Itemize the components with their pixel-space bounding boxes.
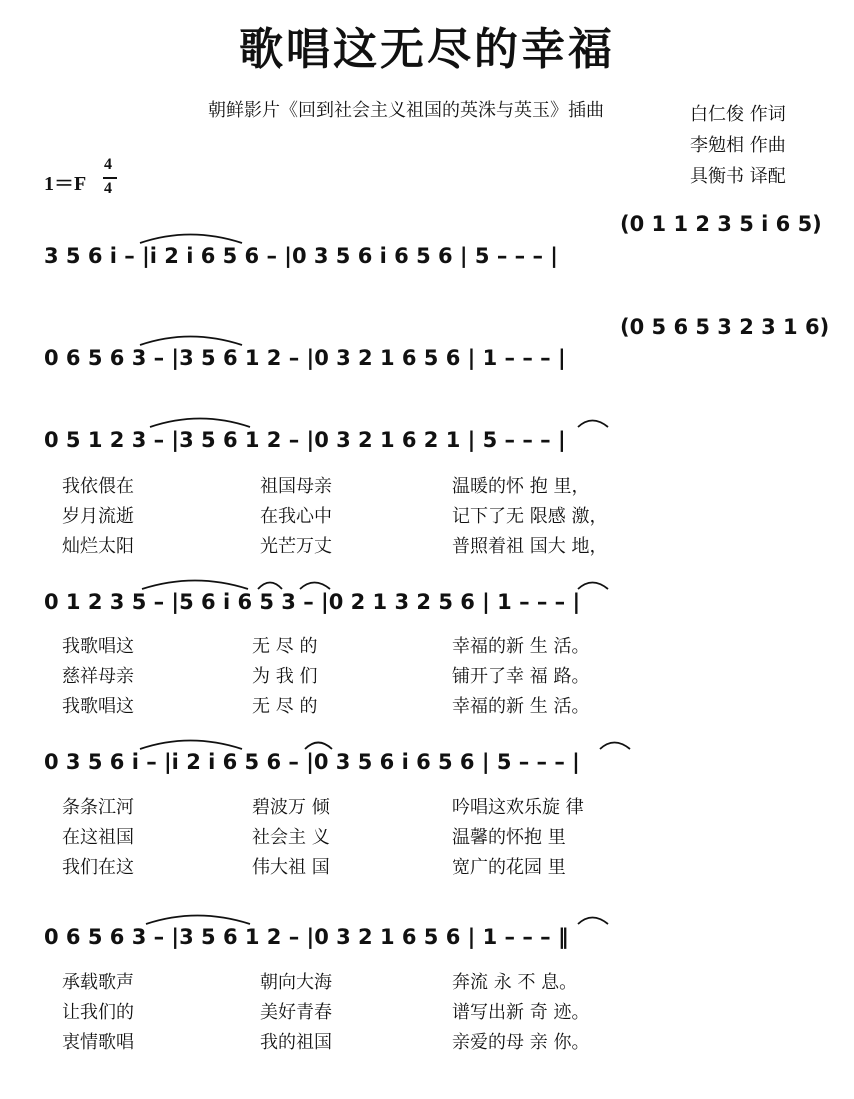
s6-v3-m2: 我的祖国: [260, 1032, 332, 1053]
s3-v2-m3: 记下了无 限感 激，: [452, 506, 608, 527]
composer-credit: 李勉相 作曲: [690, 135, 786, 156]
slur-s4c: [578, 583, 608, 590]
s4-v3-m3: 幸福的新 生 活。: [452, 696, 590, 717]
s3-v1-m3: 温暖的怀 抱 里，: [452, 476, 590, 497]
s4-v1-m2: 无 尽 的: [252, 636, 318, 657]
s3-v3-m1: 灿烂太阳: [62, 536, 134, 557]
s3-v3-m2: 光芒万丈: [260, 536, 332, 557]
song-subtitle: 朝鲜影片《回到社会主义祖国的英洙与英玉》插曲: [208, 100, 604, 121]
system-4-melody: 0 1 2 3 5 – |5 6 i 6 5 3 – |0 2 1 3 2 5 6 | 1 – – – |: [44, 590, 581, 614]
s3-v2-m1: 岁月流逝: [62, 506, 134, 527]
tie-s4: [142, 581, 248, 590]
slur-s3: [578, 421, 608, 428]
tie-s6: [146, 916, 250, 925]
slur-s4a: [258, 583, 282, 590]
s3-v1-m2: 祖国母亲: [260, 476, 332, 497]
s6-v3-m1: 衷情歌唱: [62, 1032, 134, 1053]
system-2-melody: 0 6 5 6 3 – |3 5 6 1 2 – |0 3 2 1 6 5 6 | 1 – – – |: [44, 346, 566, 370]
system-1-melody: 3 5 6 i – |i 2 i 6 5 6 – |0 3 5 6 i 6 5 6 | 5 – – – |: [44, 244, 558, 268]
system-1-intro: (0 1 1 2 3 5 i 6 5): [620, 212, 822, 236]
s5-v3-m3: 宽广的花园 里: [452, 857, 566, 878]
s4-v1-m3: 幸福的新 生 活。: [452, 636, 590, 657]
tie-s5: [140, 741, 242, 750]
slur-s5b: [600, 743, 630, 750]
s5-v2-m3: 温馨的怀抱 里: [452, 827, 566, 848]
s4-v3-m2: 无 尽 的: [252, 696, 318, 717]
s6-v2-m2: 美好青春: [260, 1002, 332, 1023]
s3-v3-m3: 普照着祖 国大 地，: [452, 536, 608, 557]
s3-v2-m2: 在我心中: [260, 506, 332, 527]
system-5-melody: 0 3 5 6 i – |i 2 i 6 5 6 – |0 3 5 6 i 6 5 6 | 5 – – – |: [44, 750, 580, 774]
s5-v1-m3: 吟唱这欢乐旋 律: [452, 797, 584, 818]
s6-v2-m3: 谱写出新 奇 迹。: [452, 1002, 590, 1023]
s5-v1-m2: 碧波万 倾: [252, 797, 330, 818]
s6-v2-m1: 让我们的: [62, 1002, 134, 1023]
s3-v1-m1: 我依偎在: [62, 476, 134, 497]
tie-s3: [150, 419, 250, 428]
system-6-melody: 0 6 5 6 3 – |3 5 6 1 2 – |0 3 2 1 6 5 6 | 1 – – – ‖: [44, 925, 569, 949]
tie-s2: [140, 337, 242, 346]
translator-credit: 具衡书 译配: [690, 166, 786, 187]
tie-s1: [140, 235, 242, 244]
system-2-intro: (0 5 6 5 3 2 3 1 6): [620, 315, 830, 339]
lyricist-credit: 白仁俊 作词: [690, 104, 786, 125]
slur-s6: [578, 918, 608, 925]
slur-s5a: [305, 743, 332, 750]
s6-v1-m2: 朝向大海: [260, 972, 332, 993]
s5-v3-m1: 我们在这: [62, 857, 134, 878]
s4-v1-m1: 我歌唱这: [62, 636, 134, 657]
s4-v2-m2: 为 我 们: [252, 666, 318, 687]
s4-v2-m1: 慈祥母亲: [62, 666, 134, 687]
time-signature-bottom: 4: [104, 180, 112, 197]
s6-v1-m3: 奔流 永 不 息。: [452, 972, 578, 993]
s6-v1-m1: 承载歌声: [62, 972, 134, 993]
s5-v2-m2: 社会主 义: [252, 827, 330, 848]
s5-v3-m2: 伟大祖 国: [252, 857, 330, 878]
s6-v3-m3: 亲爱的母 亲 你。: [452, 1032, 590, 1053]
s4-v2-m3: 铺开了幸 福 路。: [452, 666, 590, 687]
s5-v2-m1: 在这祖国: [62, 827, 134, 848]
song-title: 歌唱这无尽的幸福: [239, 24, 615, 75]
slur-s4b: [300, 583, 330, 590]
time-signature-top: 4: [104, 156, 112, 173]
s5-v1-m1: 条条江河: [62, 797, 134, 818]
s4-v3-m1: 我歌唱这: [62, 696, 134, 717]
key-signature: 1＝F: [44, 173, 87, 195]
system-3-melody: 0 5 1 2 3 – |3 5 6 1 2 – |0 3 2 1 6 2 1 | 5 – – – |: [44, 428, 566, 452]
